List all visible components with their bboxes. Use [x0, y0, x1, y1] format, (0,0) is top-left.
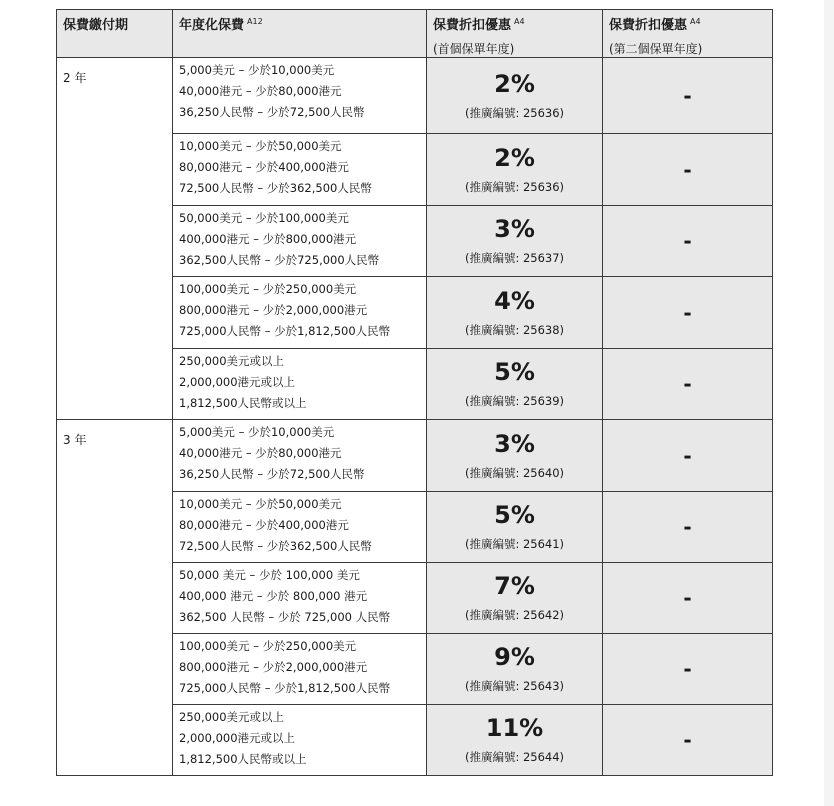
first-year-discount-cell	[427, 492, 603, 563]
premium-tier-line: 36,250人民幣 – 少於72,500人民幣	[179, 467, 365, 481]
premium-tier-line: 50,000美元 – 少於100,000美元	[179, 211, 349, 225]
first-year-discount-cell	[427, 58, 603, 134]
premium-tier-line: 5,000美元 – 少於10,000美元	[179, 63, 335, 77]
premium-tier-line: 800,000港元 – 少於2,000,000港元	[179, 303, 368, 317]
premium-tier-cell	[173, 492, 427, 563]
premium-tier-cell	[173, 563, 427, 634]
discount-percent: 3%	[494, 429, 535, 458]
footnote-ref: A4	[690, 16, 701, 26]
premium-tier-line: 2,000,000港元或以上	[179, 375, 296, 389]
premium-tier-line: 1,812,500人民幣或以上	[179, 752, 307, 766]
premium-tier-line: 2,000,000港元或以上	[179, 731, 296, 745]
promo-code: (推廣編號: 25637)	[464, 251, 565, 265]
premium-tier-line: 72,500人民幣 – 少於362,500人民幣	[179, 539, 372, 553]
premium-tier-line: 400,000 港元 – 少於 800,000 港元	[179, 589, 368, 603]
header-subtitle: (第二個保單年度)	[609, 42, 703, 56]
premium-tier-line: 80,000港元 – 少於400,000港元	[179, 160, 349, 174]
second-year-discount-cell: -	[603, 206, 773, 277]
first-year-discount-cell	[427, 420, 603, 492]
table-row	[57, 420, 773, 492]
premium-tier-line: 362,500人民幣 – 少於725,000人民幣	[179, 253, 380, 267]
first-year-discount-cell	[427, 634, 603, 705]
discount-percent: 3%	[494, 215, 535, 243]
payment-term-cell: 2 年	[57, 58, 173, 420]
premium-tier-line: 40,000港元 – 少於80,000港元	[179, 84, 342, 98]
promo-code: (推廣編號: 25638)	[464, 322, 565, 337]
premium-tier-line: 800,000港元 – 少於2,000,000港元	[179, 660, 368, 674]
premium-tier-line: 100,000美元 – 少於250,000美元	[179, 282, 357, 296]
premium-tier-line: 36,250人民幣 – 少於72,500人民幣	[179, 105, 365, 119]
premium-tier-line: 1,812,500人民幣或以上	[179, 396, 307, 410]
header-discount-second-year: 保費折扣優惠 $^{A4}$ (第二個保單年度)	[603, 10, 773, 58]
premium-tier-line: 250,000美元或以上	[179, 354, 285, 368]
second-year-discount-cell: -	[603, 492, 773, 563]
header-row	[57, 10, 773, 58]
payment-term-cell: 3 年	[57, 420, 173, 776]
promo-code: (推廣編號: 25636)	[464, 105, 565, 120]
premium-tier-line: 40,000港元 – 少於80,000港元	[179, 446, 342, 460]
second-year-discount-cell: -	[603, 349, 773, 420]
promo-code: (推廣編號: 25640)	[464, 465, 565, 480]
discount-percent: 9%	[494, 643, 535, 671]
premium-tier-line: 72,500人民幣 – 少於362,500人民幣	[179, 181, 372, 195]
promo-code: (推廣編號: 25636)	[464, 179, 565, 194]
premium-tier-line: 5,000美元 – 少於10,000美元	[179, 425, 335, 439]
second-year-discount-cell: -	[603, 420, 773, 492]
table-row	[57, 58, 773, 134]
premium-tier-line: 362,500 人民幣 – 少於 725,000 人民幣	[179, 610, 391, 624]
scrollbar[interactable]	[824, 0, 834, 806]
first-year-discount-cell	[427, 206, 603, 277]
first-year-discount-cell	[427, 134, 603, 206]
premium-tier-cell	[173, 277, 427, 349]
premium-tier-line: 400,000港元 – 少於800,000港元	[179, 232, 357, 246]
first-year-discount-cell	[427, 563, 603, 634]
discount-table	[56, 9, 773, 776]
first-year-discount-cell	[427, 705, 603, 776]
footnote-ref: A4	[514, 16, 525, 26]
promo-code: (推廣編號: 25641)	[464, 537, 565, 551]
premium-tier-cell	[173, 206, 427, 277]
discount-percent: 11%	[485, 714, 544, 742]
premium-tier-line: 725,000人民幣 – 少於1,812,500人民幣	[179, 681, 391, 695]
discount-percent: 5%	[494, 358, 535, 386]
premium-tier-cell	[173, 134, 427, 206]
premium-tier-line: 10,000美元 – 少於50,000美元	[179, 497, 342, 511]
second-year-discount-cell: -	[603, 58, 773, 134]
premium-tier-line: 50,000 美元 – 少於 100,000 美元	[179, 568, 360, 582]
header-term: 保費繳付期	[57, 10, 173, 58]
discount-percent: 7%	[494, 572, 535, 600]
first-year-discount-cell	[427, 349, 603, 420]
premium-tier-line: 725,000人民幣 – 少於1,812,500人民幣	[179, 324, 391, 338]
premium-tier-cell	[173, 58, 427, 134]
promo-code: (推廣編號: 25644)	[464, 750, 565, 764]
premium-tier-line: 80,000港元 – 少於400,000港元	[179, 518, 349, 532]
promo-code: (推廣編號: 25639)	[464, 394, 565, 408]
header-annual-premium: 年度化保費 $^{A12}$	[173, 10, 427, 58]
header-discount-first-year: 保費折扣優惠 $^{A4}$ (首個保單年度)	[427, 10, 603, 58]
premium-tier-cell	[173, 420, 427, 492]
second-year-discount-cell: -	[603, 634, 773, 705]
premium-tier-line: 10,000美元 – 少於50,000美元	[179, 139, 342, 153]
header-subtitle: (首個保單年度)	[433, 42, 515, 56]
second-year-discount-cell: -	[603, 563, 773, 634]
discount-percent: 5%	[494, 501, 535, 529]
promo-code: (推廣編號: 25642)	[464, 608, 565, 622]
premium-tier-cell	[173, 349, 427, 420]
premium-tier-line: 100,000美元 – 少於250,000美元	[179, 639, 357, 653]
discount-percent: 2%	[494, 69, 535, 98]
first-year-discount-cell	[427, 277, 603, 349]
premium-tier-cell	[173, 634, 427, 705]
discount-percent: 4%	[494, 286, 535, 315]
second-year-discount-cell: -	[603, 134, 773, 206]
footnote-ref: A12	[247, 16, 263, 26]
premium-tier-line: 250,000美元或以上	[179, 710, 285, 724]
premium-tier-cell	[173, 705, 427, 776]
second-year-discount-cell: -	[603, 705, 773, 776]
promo-code: (推廣編號: 25643)	[464, 679, 565, 693]
second-year-discount-cell: -	[603, 277, 773, 349]
discount-percent: 2%	[494, 143, 535, 172]
